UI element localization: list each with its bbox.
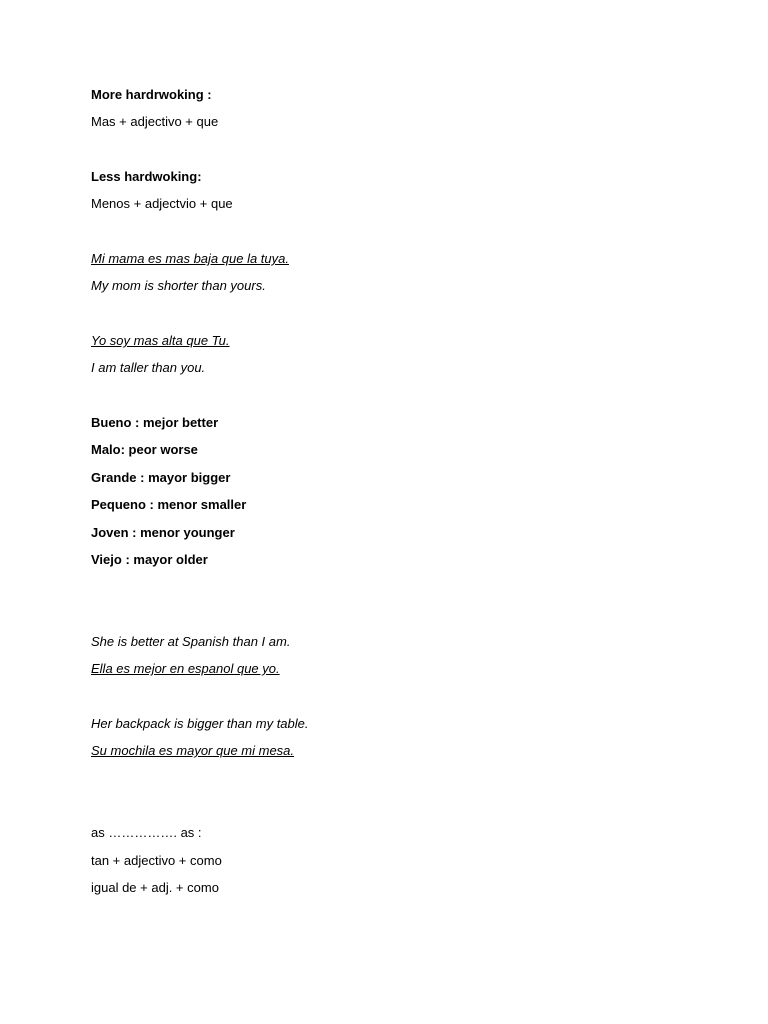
irregular-example-english-1: She is better at Spanish than I am.	[91, 634, 291, 649]
example-spanish-2: Yo soy mas alta que Tu.	[91, 333, 230, 348]
irregular-example-english-2: Her backpack is bigger than my table.	[91, 716, 309, 731]
equality-formula-igual: igual de + adj. + como	[91, 880, 219, 895]
irregular-item-viejo: Viejo : mayor older	[91, 552, 208, 567]
irregular-item-bueno: Bueno : mejor better	[91, 415, 219, 430]
more-comparative-formula: Mas + adjectivo + que	[91, 114, 219, 129]
irregular-example-spanish-2: Su mochila es mayor que mi mesa.	[91, 743, 295, 758]
equality-heading: as ……………. as :	[91, 825, 202, 840]
irregular-example-spanish-1: Ella es mejor en espanol que yo.	[91, 661, 280, 676]
less-comparative-formula: Menos + adjectvio + que	[91, 196, 233, 211]
irregular-item-joven: Joven : menor younger	[91, 525, 235, 540]
example-english-2: I am taller than you.	[91, 360, 206, 375]
irregular-item-pequeno: Pequeno : menor smaller	[91, 497, 247, 512]
more-comparative-heading: More hardrwoking :	[91, 87, 212, 102]
irregular-item-grande: Grande : mayor bigger	[91, 470, 231, 485]
example-spanish-1: Mi mama es mas baja que la tuya.	[91, 251, 289, 266]
irregular-item-malo: Malo: peor worse	[91, 442, 198, 457]
example-english-1: My mom is shorter than yours.	[91, 278, 266, 293]
less-comparative-heading: Less hardwoking:	[91, 169, 202, 184]
equality-formula-tan: tan + adjectivo + como	[91, 853, 222, 868]
